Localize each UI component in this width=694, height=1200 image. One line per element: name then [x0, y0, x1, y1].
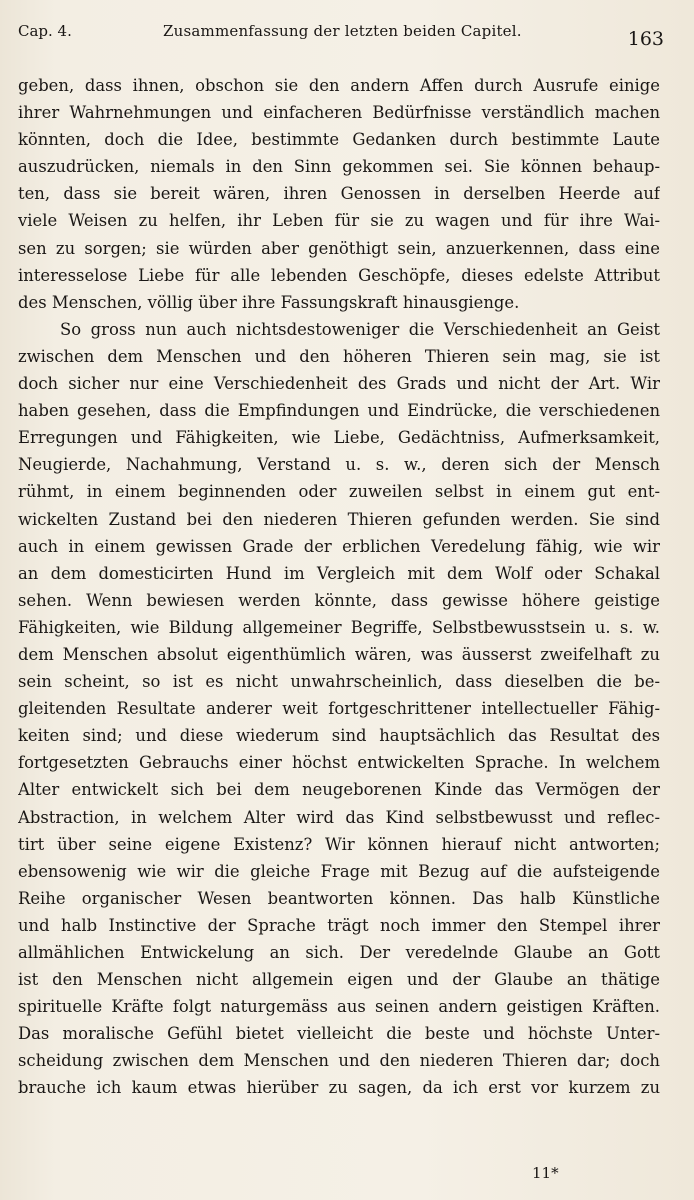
text-line: an dem domesticirten Hund im Vergleich mit dem Wolf oder Schakal	[18, 563, 660, 583]
text-line: geben, dass ihnen, obschon sie den andern Affen durch Ausrufe einige	[18, 76, 660, 95]
text-line: ihrer Wahrnehmungen und einfacheren Bedürfnisse verständlich machen	[18, 103, 660, 123]
text-line: allmählichen Entwickelung an sich. Der veredelnde Glaube an Gott	[18, 943, 660, 962]
text-line: brauche ich kaum etwas hierüber zu sagen, da ich erst vor kurzem zu	[18, 1078, 660, 1098]
text-line: gleitenden Resultate anderer weit fortgeschrittener intellectueller Fähig-	[18, 699, 660, 719]
text-line: scheidung zwischen dem Menschen und den niederen Thieren dar; doch	[18, 1051, 660, 1071]
signature-mark: 11*	[532, 1164, 559, 1182]
text-line: viele Weisen zu helfen, ihr Leben für sie zu wagen und für ihre Wai-	[18, 211, 660, 231]
chapter-label: Cap. 4.	[18, 22, 72, 40]
text-line: spirituelle Kräfte folgt naturgemäss aus seinen andern geistigen Kräften.	[18, 997, 660, 1017]
text-line: wickelten Zustand bei den niederen Thieren gefunden werden. Sie sind	[18, 509, 660, 529]
text-line: Reihe organischer Wesen beantworten können. Das halb Künstliche	[18, 888, 660, 908]
text-line: Das moralische Gefühl bietet vielleicht die beste und höchste Unter-	[18, 1024, 660, 1044]
text-line: Alter entwickelt sich bei dem neugeborenen Kinde das Vermögen der	[18, 780, 660, 800]
text-line: tirt über seine eigene Existenz? Wir können hierauf nicht antworten;	[18, 834, 660, 854]
text-line: sein scheint, so ist es nicht unwahrscheinlich, dass dieselben die be-	[18, 672, 660, 692]
text-line: des Menschen, völlig über ihre Fassungskraft hinausgienge.	[18, 292, 520, 312]
text-line: interesselose Liebe für alle lebenden Geschöpfe, dieses edelste Attribut	[18, 265, 660, 285]
text-line: Erregungen und Fähigkeiten, wie Liebe, Gedächtniss, Aufmerksamkeit,	[18, 428, 660, 448]
text-line: dem Menschen absolut eigenthümlich wären, was äusserst zweifelhaft zu	[18, 644, 660, 664]
text-line: sen zu sorgen; sie würden aber genöthigt sein, anzuerkennen, dass eine	[18, 238, 660, 258]
text-line: ten, dass sie bereit wären, ihren Genossen in derselben Heerde auf	[18, 184, 660, 204]
text-line: rühmt, in einem beginnenden oder zuweilen selbst in einem gut ent-	[18, 482, 660, 502]
text-line: auszudrücken, niemals in den Sinn gekommen sei. Sie können behaup-	[18, 157, 660, 177]
text-line: Fähigkeiten, wie Bildung allgemeiner Begriffe, Selbstbewusstsein u. s. w.	[18, 617, 660, 637]
text-line: auch in einem gewissen Grade der erblichen Veredelung fähig, wie wir	[18, 536, 660, 556]
running-header	[18, 20, 664, 52]
text-line: haben gesehen, dass die Empfindungen und Eindrücke, die verschiedenen	[18, 401, 660, 421]
text-line: So gross nun auch nichtsdestoweniger die Verschiedenheit an Geist	[60, 319, 660, 339]
page-number: 163	[627, 28, 664, 50]
text-line: könnten, doch die Idee, bestimmte Gedanken durch bestimmte Laute	[18, 130, 660, 150]
text-line: keiten sind; und diese wiederum sind hauptsächlich das Resultat des	[18, 726, 660, 746]
text-line: ebensowenig wie wir die gleiche Frage mit Bezug auf die aufsteigende	[18, 861, 660, 881]
text-line: und halb Instinctive der Sprache trägt noch immer den Stempel ihrer	[18, 915, 660, 935]
body-text	[18, 72, 660, 1102]
text-line: Abstraction, in welchem Alter wird das Kind selbstbewusst und reflec-	[18, 807, 660, 827]
text-line: sehen. Wenn bewiesen werden könnte, dass gewisse höhere geistige	[18, 590, 660, 610]
running-title: Zusammenfassung der letzten beiden Capitel.	[163, 22, 522, 40]
paragraph	[18, 316, 660, 1102]
text-line: doch sicher nur eine Verschiedenheit des Grads und nicht der Art. Wir	[18, 374, 660, 394]
text-line: Neugierde, Nachahmung, Verstand u. s. w., deren sich der Mensch	[18, 455, 660, 475]
text-line: fortgesetzten Gebrauchs einer höchst entwickelten Sprache. In welchem	[18, 753, 660, 773]
paragraph	[18, 72, 660, 316]
text-line: zwischen dem Menschen und den höheren Thieren sein mag, sie ist	[18, 346, 660, 366]
text-line: ist den Menschen nicht allgemein eigen und der Glaube an thätige	[18, 970, 660, 990]
